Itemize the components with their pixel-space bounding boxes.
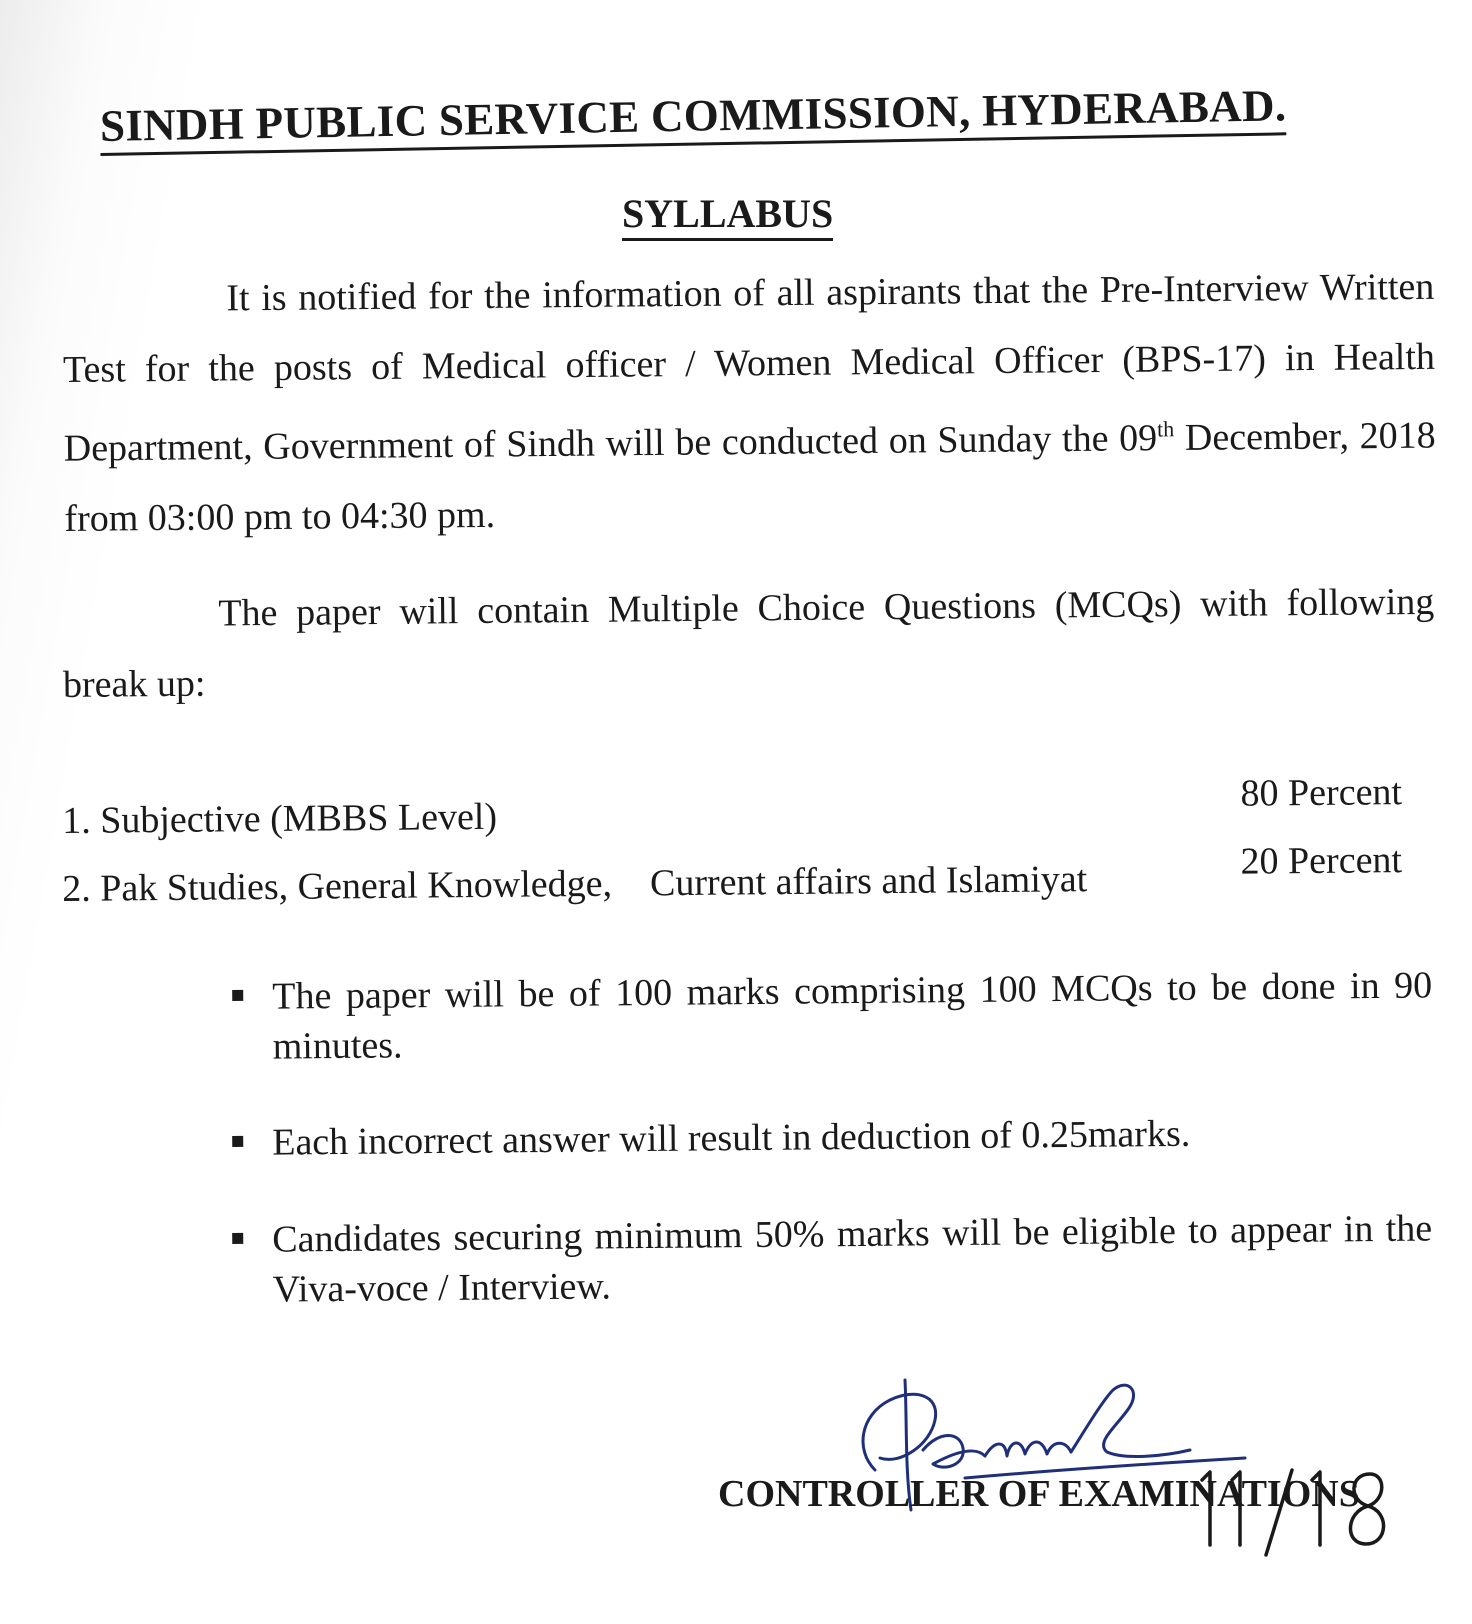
- notice-paragraph: [62, 252, 1437, 554]
- syllabus-title: SYLLABUS: [622, 190, 833, 237]
- breakup-label: 2. Pak Studies, General Knowledge, Current affairs and Islamiyat: [62, 858, 1088, 910]
- notice-superscript: th: [1156, 416, 1175, 442]
- bullet-item-2: [232, 1106, 1432, 1168]
- handwritten-date: [1180, 1450, 1410, 1560]
- breakup-percent: 20 Percent: [1240, 839, 1403, 883]
- bullet-item-3: [232, 1203, 1433, 1315]
- square-bullet-icon: [232, 1233, 243, 1244]
- breakup-row-1: [62, 771, 1403, 844]
- breakup-label: 1. Subjective (MBBS Level): [62, 795, 498, 842]
- paper-intro-paragraph: The paper will contain Multiple Choice Questions (MCQs) with following break up:: [62, 580, 1435, 706]
- bullet-text: Each incorrect answer will result in deduction of 0.25marks.: [272, 1112, 1191, 1164]
- notice-text-start: It is notified for the information of all aspirants that the Pre-Interview Written Test for the posts of Medical officer / Women Medical Officer (BPS-17) in Health Department, Government of Sindh will be conducted on Sunday the 09: [62, 265, 1436, 470]
- bullet-text: Candidates securing minimum 50% marks will be eligible to appear in the Viva-voce / Interview.: [272, 1207, 1433, 1311]
- notice-text-end: December, 2018 from 03:00 pm to 04:30 pm.: [64, 414, 1436, 540]
- bullet-text: The paper will be of 100 marks comprising 100 MCQs to be done in 90 minutes.: [272, 964, 1433, 1068]
- document-heading: SINDH PUBLIC SERVICE COMMISSION, HYDERABAD.: [100, 77, 1391, 152]
- breakup-percent: 80 Percent: [1240, 771, 1403, 815]
- square-bullet-icon: [232, 1136, 243, 1147]
- breakup-row-2: [62, 839, 1403, 912]
- bullet-item-1: [232, 960, 1433, 1072]
- controller-signatory: CONTROLLER OF EXAMINATIONS: [718, 1473, 1360, 1515]
- square-bullet-icon: [232, 990, 243, 1001]
